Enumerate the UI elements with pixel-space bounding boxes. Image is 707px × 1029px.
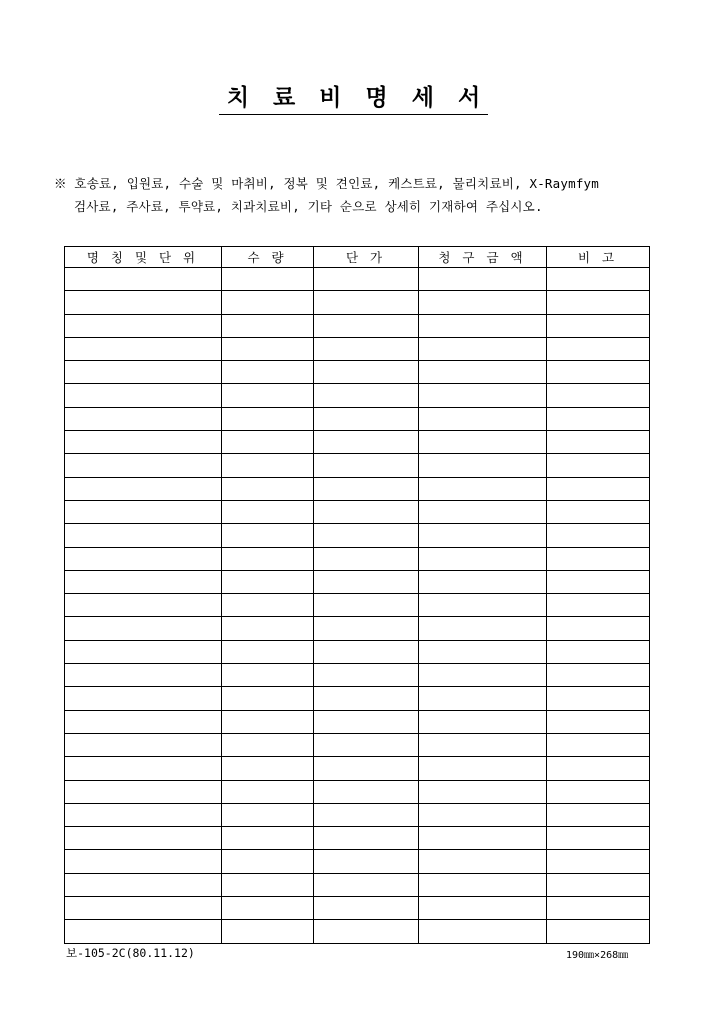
cell-quantity[interactable] xyxy=(222,361,314,384)
header-name-and-unit: 명 칭 및 단 위 xyxy=(65,247,222,268)
cell-remarks[interactable] xyxy=(547,314,650,337)
cell-remarks[interactable] xyxy=(547,454,650,477)
table-row xyxy=(65,897,650,920)
table-row xyxy=(65,873,650,896)
cell-claim-amount[interactable] xyxy=(419,547,547,570)
cell-quantity[interactable] xyxy=(222,500,314,523)
cell-remarks[interactable] xyxy=(547,803,650,826)
cell-claim-amount[interactable] xyxy=(419,664,547,687)
cell-unit-price[interactable] xyxy=(314,454,419,477)
cell-quantity[interactable] xyxy=(222,757,314,780)
cell-remarks[interactable] xyxy=(547,500,650,523)
cell-claim-amount[interactable] xyxy=(419,570,547,593)
instruction-line-2: 검사료, 주사료, 투약료, 치과치료비, 기타 순으로 상세히 기재하여 주십시오. xyxy=(74,199,543,214)
table-row xyxy=(65,617,650,640)
cell-name-and-unit[interactable] xyxy=(65,873,222,896)
cell-name-and-unit[interactable] xyxy=(65,337,222,360)
paper-size: 190㎜×268㎜ xyxy=(566,950,629,961)
table-row xyxy=(65,710,650,733)
header-claim-amount: 청 구 금 액 xyxy=(419,247,547,268)
table-row xyxy=(65,407,650,430)
table-row xyxy=(65,454,650,477)
cell-remarks[interactable] xyxy=(547,291,650,314)
cell-name-and-unit[interactable] xyxy=(65,570,222,593)
table-row xyxy=(65,268,650,291)
cell-unit-price[interactable] xyxy=(314,500,419,523)
table-row xyxy=(65,920,650,943)
cell-quantity[interactable] xyxy=(222,803,314,826)
cell-unit-price[interactable] xyxy=(314,524,419,547)
cell-remarks[interactable] xyxy=(547,407,650,430)
cell-remarks[interactable] xyxy=(547,897,650,920)
cell-name-and-unit[interactable] xyxy=(65,780,222,803)
cell-quantity[interactable] xyxy=(222,454,314,477)
cell-quantity[interactable] xyxy=(222,337,314,360)
table-row xyxy=(65,757,650,780)
cell-name-and-unit[interactable] xyxy=(65,617,222,640)
cell-unit-price[interactable] xyxy=(314,897,419,920)
cell-claim-amount[interactable] xyxy=(419,384,547,407)
cell-remarks[interactable] xyxy=(547,594,650,617)
cell-unit-price[interactable] xyxy=(314,920,419,943)
cell-remarks[interactable] xyxy=(547,337,650,360)
table-row xyxy=(65,524,650,547)
document-title xyxy=(0,84,707,115)
cell-name-and-unit[interactable] xyxy=(65,664,222,687)
cell-quantity[interactable] xyxy=(222,477,314,500)
cell-quantity[interactable] xyxy=(222,431,314,454)
cell-remarks[interactable] xyxy=(547,733,650,756)
cell-remarks[interactable] xyxy=(547,384,650,407)
table-row xyxy=(65,827,650,850)
form-code: 보-105-2C(80.11.12) xyxy=(66,946,195,960)
table-row xyxy=(65,570,650,593)
cell-quantity[interactable] xyxy=(222,314,314,337)
cell-remarks[interactable] xyxy=(547,827,650,850)
header-remarks: 비 고 xyxy=(547,247,650,268)
cell-claim-amount[interactable] xyxy=(419,407,547,430)
cell-name-and-unit[interactable] xyxy=(65,384,222,407)
cell-claim-amount[interactable] xyxy=(419,291,547,314)
cell-claim-amount[interactable] xyxy=(419,477,547,500)
cell-claim-amount[interactable] xyxy=(419,617,547,640)
cell-quantity[interactable] xyxy=(222,594,314,617)
cell-quantity[interactable] xyxy=(222,640,314,663)
cell-claim-amount[interactable] xyxy=(419,431,547,454)
cell-unit-price[interactable] xyxy=(314,268,419,291)
cell-quantity[interactable] xyxy=(222,710,314,733)
table-row xyxy=(65,687,650,710)
cell-quantity[interactable] xyxy=(222,873,314,896)
table-row xyxy=(65,640,650,663)
cell-quantity[interactable] xyxy=(222,850,314,873)
cell-unit-price[interactable] xyxy=(314,850,419,873)
table-row xyxy=(65,594,650,617)
table-row xyxy=(65,547,650,570)
cell-name-and-unit[interactable] xyxy=(65,547,222,570)
table-row xyxy=(65,500,650,523)
cell-quantity[interactable] xyxy=(222,664,314,687)
cell-unit-price[interactable] xyxy=(314,640,419,663)
cell-name-and-unit[interactable] xyxy=(65,640,222,663)
cell-name-and-unit[interactable] xyxy=(65,454,222,477)
cell-unit-price[interactable] xyxy=(314,757,419,780)
cell-unit-price[interactable] xyxy=(314,570,419,593)
cell-name-and-unit[interactable] xyxy=(65,733,222,756)
cell-name-and-unit[interactable] xyxy=(65,361,222,384)
cell-remarks[interactable] xyxy=(547,780,650,803)
cell-quantity[interactable] xyxy=(222,291,314,314)
cell-remarks[interactable] xyxy=(547,570,650,593)
cell-claim-amount[interactable] xyxy=(419,850,547,873)
cell-unit-price[interactable] xyxy=(314,384,419,407)
cell-unit-price[interactable] xyxy=(314,431,419,454)
cell-unit-price[interactable] xyxy=(314,827,419,850)
cell-name-and-unit[interactable] xyxy=(65,431,222,454)
cell-unit-price[interactable] xyxy=(314,873,419,896)
cell-unit-price[interactable] xyxy=(314,361,419,384)
cell-name-and-unit[interactable] xyxy=(65,268,222,291)
table-row xyxy=(65,477,650,500)
cell-name-and-unit[interactable] xyxy=(65,594,222,617)
cell-claim-amount[interactable] xyxy=(419,594,547,617)
cell-name-and-unit[interactable] xyxy=(65,524,222,547)
table-body xyxy=(65,268,650,944)
cell-unit-price[interactable] xyxy=(314,407,419,430)
cell-remarks[interactable] xyxy=(547,524,650,547)
table-row xyxy=(65,850,650,873)
cell-claim-amount[interactable] xyxy=(419,897,547,920)
cell-claim-amount[interactable] xyxy=(419,733,547,756)
cell-unit-price[interactable] xyxy=(314,291,419,314)
cell-claim-amount[interactable] xyxy=(419,873,547,896)
instructions xyxy=(54,172,684,218)
cell-remarks[interactable] xyxy=(547,268,650,291)
document-title-text: 치 료 비 명 세 서 xyxy=(219,84,488,115)
cell-name-and-unit[interactable] xyxy=(65,500,222,523)
table-header-row xyxy=(65,247,650,268)
cell-claim-amount[interactable] xyxy=(419,524,547,547)
cell-name-and-unit[interactable] xyxy=(65,920,222,943)
cell-claim-amount[interactable] xyxy=(419,780,547,803)
cell-quantity[interactable] xyxy=(222,687,314,710)
cell-claim-amount[interactable] xyxy=(419,920,547,943)
table-row xyxy=(65,384,650,407)
cell-quantity[interactable] xyxy=(222,524,314,547)
cell-name-and-unit[interactable] xyxy=(65,687,222,710)
cell-quantity[interactable] xyxy=(222,897,314,920)
cell-unit-price[interactable] xyxy=(314,477,419,500)
header-quantity: 수 량 xyxy=(222,247,314,268)
cell-unit-price[interactable] xyxy=(314,687,419,710)
cell-remarks[interactable] xyxy=(547,617,650,640)
instruction-line-1: ※ 호송료, 입원료, 수술 및 마취비, 정복 및 견인료, 케스트료, 물리치료비, X-Raymfym xyxy=(54,176,599,191)
cell-unit-price[interactable] xyxy=(314,617,419,640)
cell-unit-price[interactable] xyxy=(314,664,419,687)
cell-quantity[interactable] xyxy=(222,733,314,756)
table-row xyxy=(65,337,650,360)
cell-remarks[interactable] xyxy=(547,710,650,733)
cell-quantity[interactable] xyxy=(222,570,314,593)
cell-claim-amount[interactable] xyxy=(419,803,547,826)
cell-claim-amount[interactable] xyxy=(419,710,547,733)
cell-name-and-unit[interactable] xyxy=(65,827,222,850)
cell-quantity[interactable] xyxy=(222,780,314,803)
table-row xyxy=(65,431,650,454)
cell-remarks[interactable] xyxy=(547,547,650,570)
cell-claim-amount[interactable] xyxy=(419,361,547,384)
header-unit-price: 단 가 xyxy=(314,247,419,268)
table-row xyxy=(65,291,650,314)
cell-remarks[interactable] xyxy=(547,477,650,500)
cell-remarks[interactable] xyxy=(547,757,650,780)
itemized-cost-table xyxy=(64,246,650,944)
cell-claim-amount[interactable] xyxy=(419,314,547,337)
table-row xyxy=(65,664,650,687)
cell-unit-price[interactable] xyxy=(314,314,419,337)
cell-name-and-unit[interactable] xyxy=(65,850,222,873)
cell-remarks[interactable] xyxy=(547,850,650,873)
table-row xyxy=(65,803,650,826)
cell-name-and-unit[interactable] xyxy=(65,710,222,733)
cell-name-and-unit[interactable] xyxy=(65,803,222,826)
cell-quantity[interactable] xyxy=(222,617,314,640)
cell-unit-price[interactable] xyxy=(314,710,419,733)
cell-name-and-unit[interactable] xyxy=(65,897,222,920)
cell-unit-price[interactable] xyxy=(314,733,419,756)
cell-quantity[interactable] xyxy=(222,827,314,850)
cell-name-and-unit[interactable] xyxy=(65,757,222,780)
cell-name-and-unit[interactable] xyxy=(65,291,222,314)
cell-claim-amount[interactable] xyxy=(419,827,547,850)
cell-claim-amount[interactable] xyxy=(419,500,547,523)
cell-unit-price[interactable] xyxy=(314,780,419,803)
cell-name-and-unit[interactable] xyxy=(65,407,222,430)
cell-quantity[interactable] xyxy=(222,407,314,430)
cell-unit-price[interactable] xyxy=(314,337,419,360)
cell-claim-amount[interactable] xyxy=(419,640,547,663)
cell-name-and-unit[interactable] xyxy=(65,314,222,337)
cell-quantity[interactable] xyxy=(222,920,314,943)
cell-unit-price[interactable] xyxy=(314,803,419,826)
cell-claim-amount[interactable] xyxy=(419,687,547,710)
table-row xyxy=(65,361,650,384)
cell-remarks[interactable] xyxy=(547,361,650,384)
cell-claim-amount[interactable] xyxy=(419,337,547,360)
cell-unit-price[interactable] xyxy=(314,594,419,617)
cell-claim-amount[interactable] xyxy=(419,268,547,291)
cell-claim-amount[interactable] xyxy=(419,757,547,780)
cell-remarks[interactable] xyxy=(547,873,650,896)
cell-claim-amount[interactable] xyxy=(419,454,547,477)
cell-remarks[interactable] xyxy=(547,431,650,454)
table-row xyxy=(65,314,650,337)
cell-quantity[interactable] xyxy=(222,268,314,291)
cell-name-and-unit[interactable] xyxy=(65,477,222,500)
table-row xyxy=(65,733,650,756)
cell-remarks[interactable] xyxy=(547,687,650,710)
table-row xyxy=(65,780,650,803)
cell-remarks[interactable] xyxy=(547,920,650,943)
cell-remarks[interactable] xyxy=(547,664,650,687)
cell-quantity[interactable] xyxy=(222,547,314,570)
cell-quantity[interactable] xyxy=(222,384,314,407)
cell-remarks[interactable] xyxy=(547,640,650,663)
cell-unit-price[interactable] xyxy=(314,547,419,570)
